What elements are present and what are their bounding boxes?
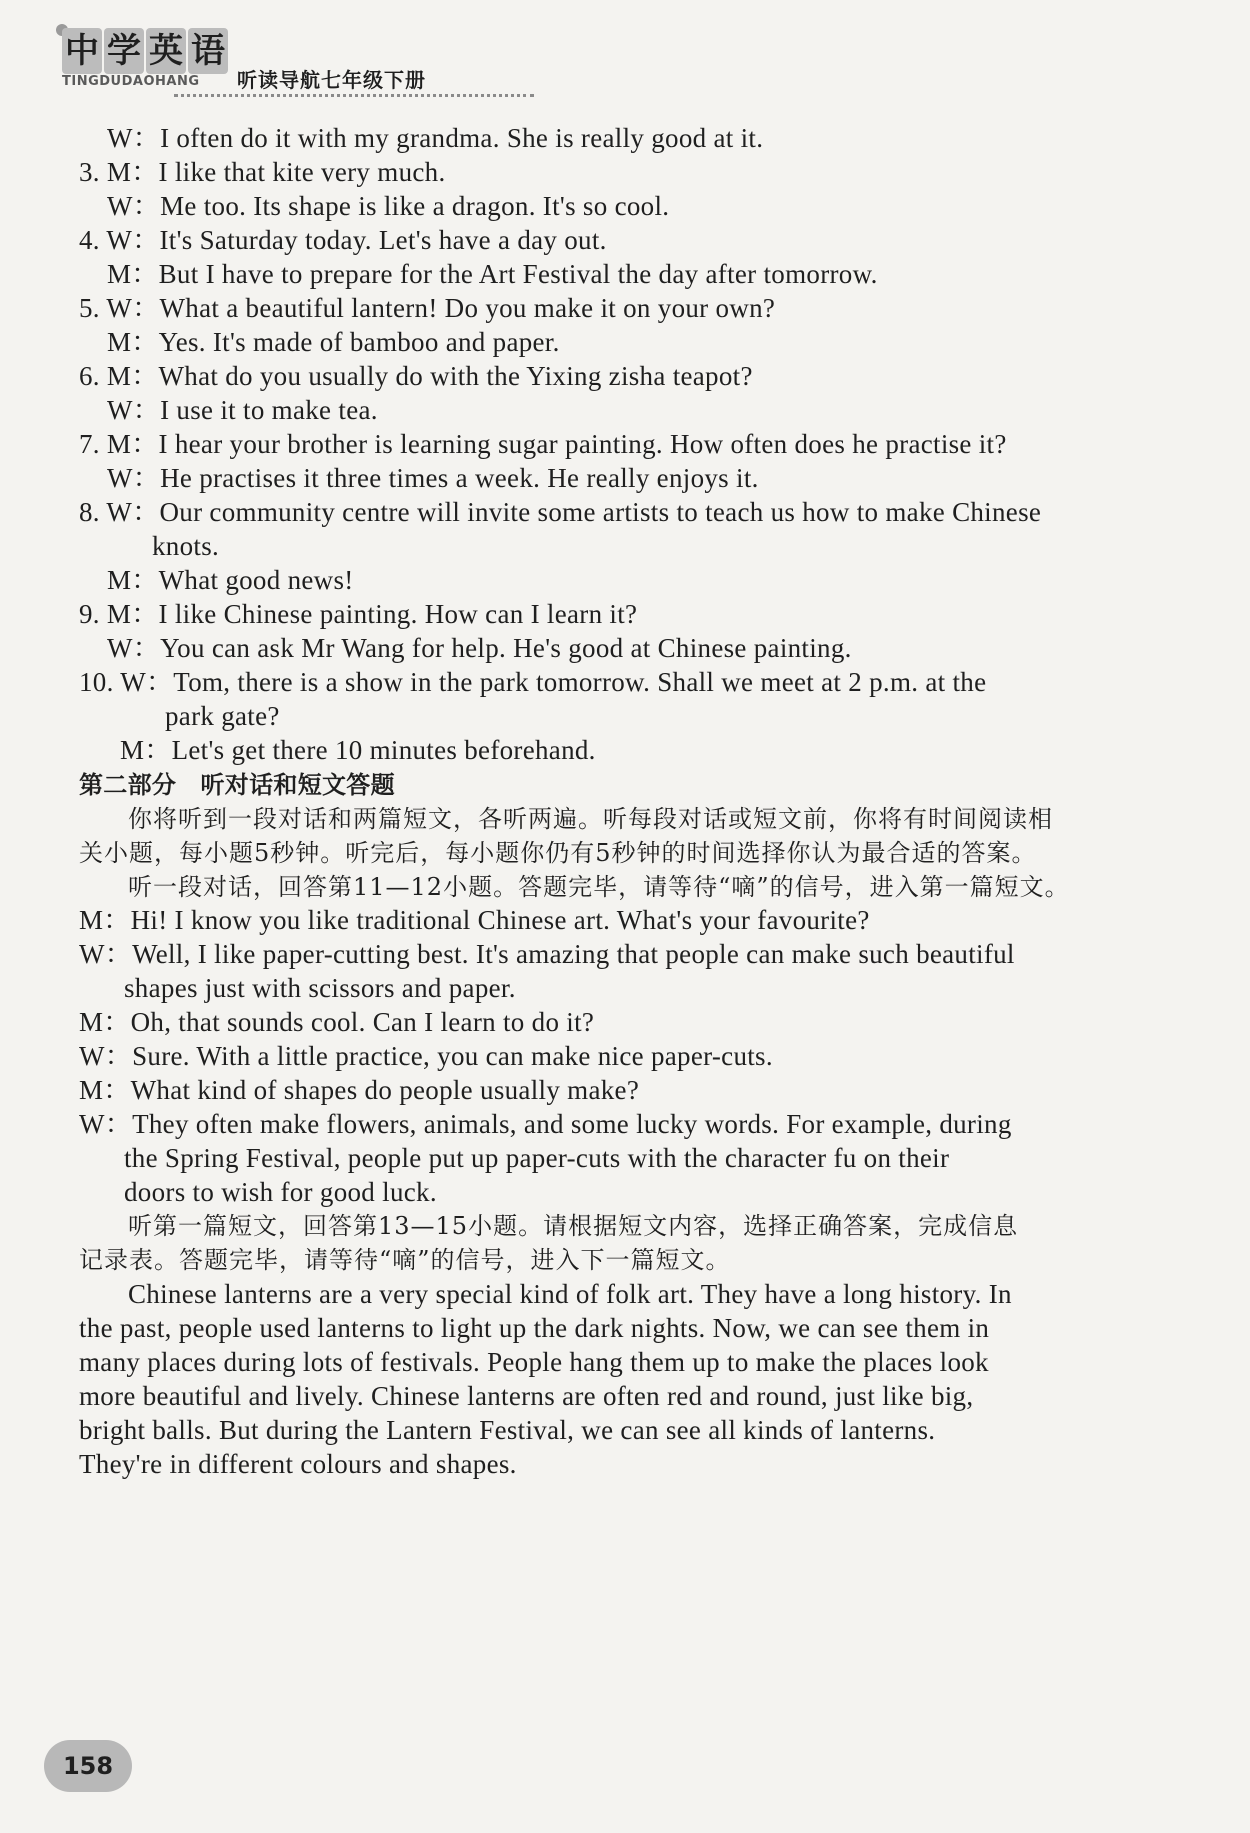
text-line: W：They often make flowers, animals, and some lucky words. For example, during [79,1109,1012,1139]
text-line: more beautiful and lively. Chinese lanterns are often red and round, just like big, [79,1381,974,1411]
text-line: park gate? [165,701,280,731]
text-line: shapes just with scissors and paper. [124,973,516,1003]
text-line: 4. W：It's Saturday today. Let's have a day out. [79,225,607,255]
text-line: W：Me too. Its shape is like a dragon. It's so cool. [107,191,670,221]
brand-char: 语 [188,28,228,74]
text-line: M：Hi! I know you like traditional Chinese art. What's your favourite? [79,905,870,935]
text-line: W：I use it to make tea. [107,395,378,425]
text-line: W：You can ask Mr Wang for help. He's good at Chinese painting. [107,633,852,663]
section-heading: 第二部分 听对话和短文答题 [79,771,395,799]
text-line: 9. M：I like Chinese painting. How can I learn it? [79,599,638,629]
instruction-line: 关小题，每小题5秒钟。听完后，每小题你仍有5秒钟的时间选择你认为最合适的答案。 [79,839,1037,867]
text-line: the Spring Festival, people put up paper-cuts with the character fu on their [124,1143,950,1173]
text-line: They're in different colours and shapes. [79,1449,517,1479]
instruction-line: 听一段对话，回答第11—12小题。答题完毕，请等待“嘀”的信号，进入第一篇短文。 [128,873,1070,901]
text-line: Chinese lanterns are a very special kind of folk art. They have a long history. In [128,1279,1012,1309]
instruction-line: 你将听到一段对话和两篇短文，各听两遍。听每段对话或短文前，你将有时间阅读相 [128,805,1053,833]
text-line: 3. M：I like that kite very much. [79,157,446,187]
text-line: W：I often do it with my grandma. She is really good at it. [107,123,764,153]
text-line: M：What kind of shapes do people usually make? [79,1075,640,1105]
text-line: bright balls. But during the Lantern Festival, we can see all kinds of lanterns. [79,1415,936,1445]
brand-char: 英 [146,28,186,74]
text-line: W：He practises it three times a week. He really enjoys it. [107,463,759,493]
text-line: the past, people used lanterns to light up the dark nights. Now, we can see them in [79,1313,990,1343]
text-line: 10. W：Tom, there is a show in the park tomorrow. Shall we meet at 2 p.m. at the [79,667,987,697]
dotted-divider [174,94,534,97]
text-line: M：What good news! [107,565,354,595]
brand-char: 学 [104,28,144,74]
book-subtitle: 听读导航七年级下册 [237,68,426,92]
text-line: 8. W：Our community centre will invite some artists to teach us how to make Chinese [79,497,1042,527]
text-line: doors to wish for good luck. [124,1177,437,1207]
text-line: W：Well, I like paper-cutting best. It's amazing that people can make such beautiful [79,939,1015,969]
text-line: M：Let's get there 10 minutes beforehand. [120,735,596,765]
text-line: many places during lots of festivals. People hang them up to make the places look [79,1347,989,1377]
text-line: 7. M：I hear your brother is learning sugar painting. How often does he practise it? [79,429,1007,459]
text-line: 5. W：What a beautiful lantern! Do you make it on your own? [79,293,776,323]
instruction-line: 记录表。答题完毕，请等待“嘀”的信号，进入下一篇短文。 [79,1246,731,1274]
text-line: M：But I have to prepare for the Art Festival the day after tomorrow. [107,259,878,289]
text-line: knots. [152,531,220,561]
instruction-line: 听第一篇短文，回答第13—15小题。请根据短文内容，选择正确答案，完成信息 [128,1212,1019,1240]
text-line: 6. M：What do you usually do with the Yixing zisha teapot? [79,361,753,391]
page-header [62,28,582,118]
brand-char: 中 [62,28,102,74]
text-line: W：Sure. With a little practice, you can make nice paper-cuts. [79,1041,773,1071]
text-line: M：Oh, that sounds cool. Can I learn to do it? [79,1007,595,1037]
text-line: M：Yes. It's made of bamboo and paper. [107,327,560,357]
page-number: 158 [44,1740,132,1792]
brand-title [62,28,228,74]
header-pinyin: TINGDUDAOHANG [62,74,200,89]
